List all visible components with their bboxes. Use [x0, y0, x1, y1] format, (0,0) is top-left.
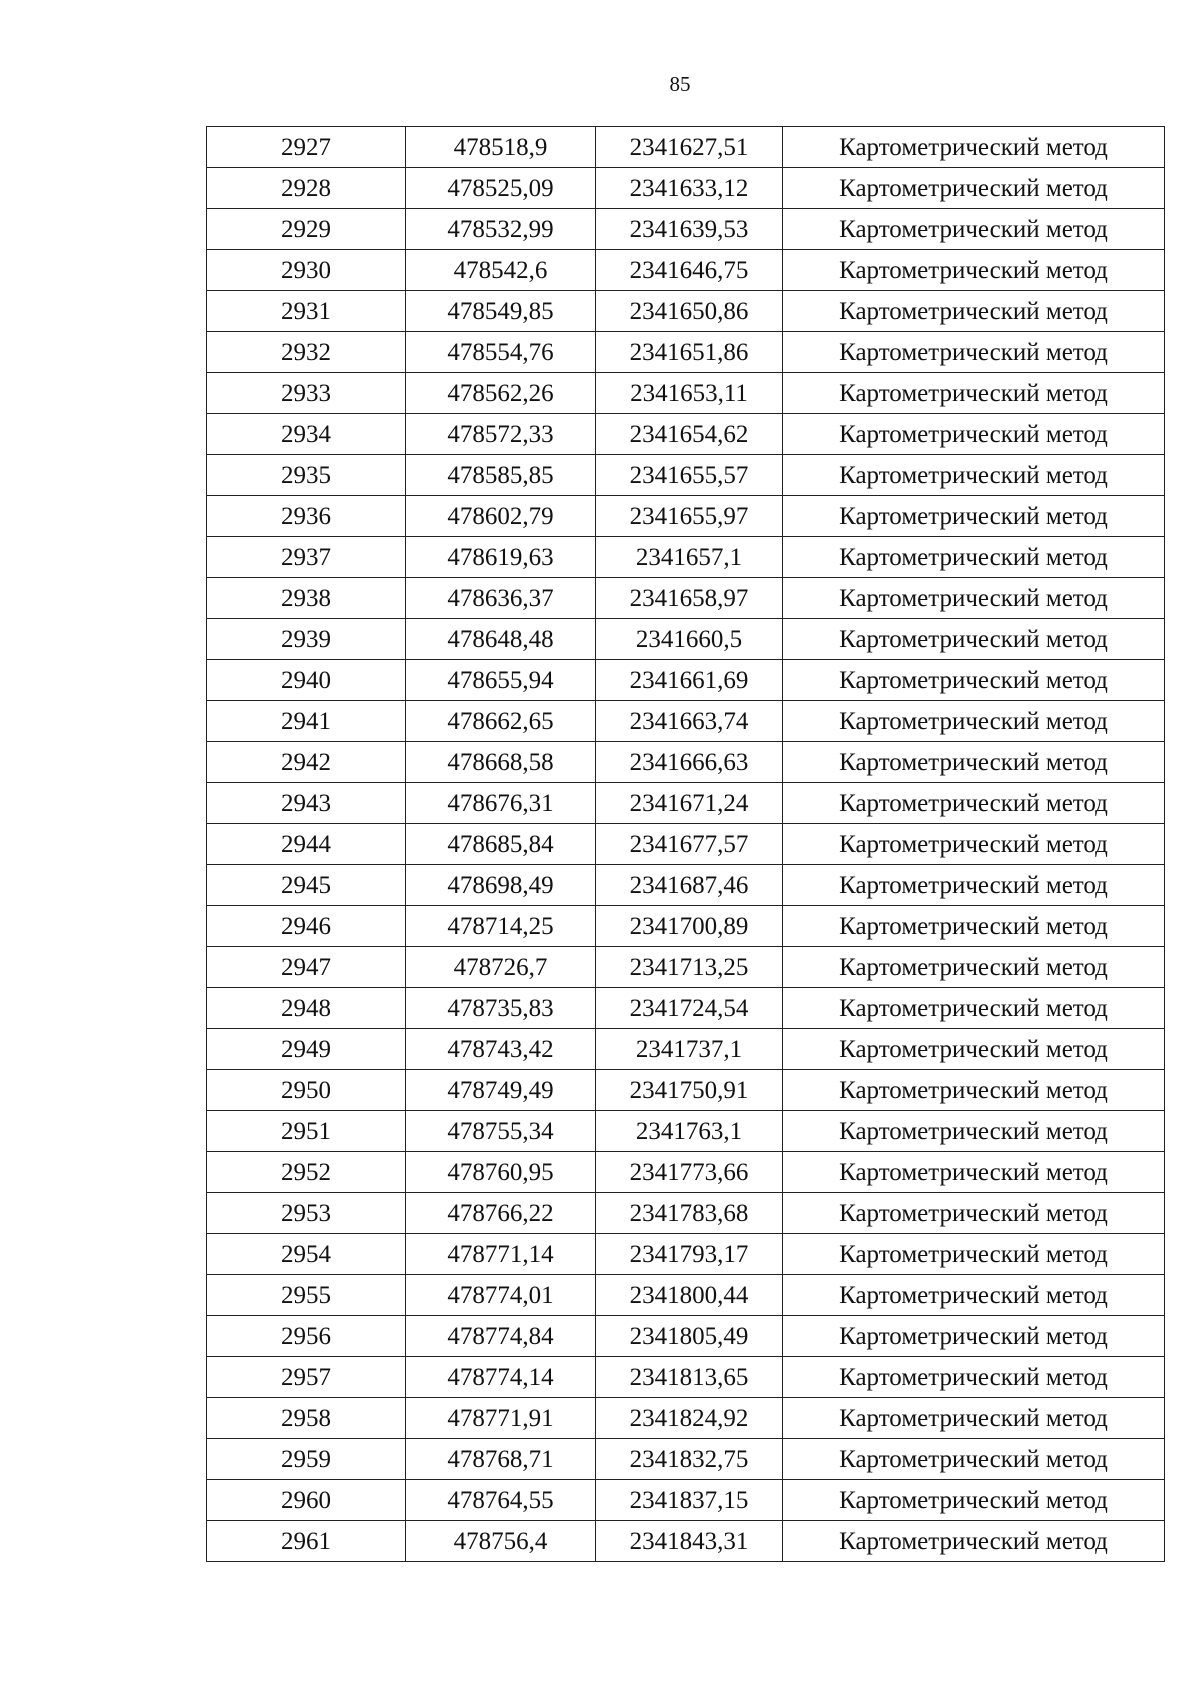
y-coordinate-cell: 2341713,25 [596, 947, 783, 988]
table-row [207, 209, 1165, 250]
y-coordinate-cell: 2341677,57 [596, 824, 783, 865]
point-number-cell: 2947 [207, 947, 406, 988]
point-number-cell: 2940 [207, 660, 406, 701]
method-cell: Картометрический метод [783, 1480, 1165, 1521]
page-number: 85 [669, 72, 691, 96]
table-row [207, 127, 1165, 168]
x-coordinate-cell: 478755,34 [406, 1111, 596, 1152]
point-number-cell: 2948 [207, 988, 406, 1029]
y-coordinate-cell: 2341800,44 [596, 1275, 783, 1316]
y-coordinate-cell: 2341633,12 [596, 168, 783, 209]
y-coordinate-cell: 2341763,1 [596, 1111, 783, 1152]
point-number-cell: 2935 [207, 455, 406, 496]
y-coordinate-cell: 2341660,5 [596, 619, 783, 660]
x-coordinate-cell: 478525,09 [406, 168, 596, 209]
table-row [207, 455, 1165, 496]
y-coordinate-cell: 2341655,57 [596, 455, 783, 496]
method-cell: Картометрический метод [783, 906, 1165, 947]
table-row [207, 578, 1165, 619]
x-coordinate-cell: 478572,33 [406, 414, 596, 455]
x-coordinate-cell: 478518,9 [406, 127, 596, 168]
x-coordinate-cell: 478636,37 [406, 578, 596, 619]
method-cell: Картометрический метод [783, 332, 1165, 373]
table-row [207, 1357, 1165, 1398]
table-row [207, 1193, 1165, 1234]
method-cell: Картометрический метод [783, 209, 1165, 250]
y-coordinate-cell: 2341793,17 [596, 1234, 783, 1275]
method-cell: Картометрический метод [783, 127, 1165, 168]
point-number-cell: 2927 [207, 127, 406, 168]
method-cell: Картометрический метод [783, 701, 1165, 742]
x-coordinate-cell: 478774,84 [406, 1316, 596, 1357]
table-row [207, 168, 1165, 209]
x-coordinate-cell: 478756,4 [406, 1521, 596, 1562]
method-cell: Картометрический метод [783, 783, 1165, 824]
y-coordinate-cell: 2341737,1 [596, 1029, 783, 1070]
x-coordinate-cell: 478726,7 [406, 947, 596, 988]
table-row [207, 373, 1165, 414]
y-coordinate-cell: 2341655,97 [596, 496, 783, 537]
point-number-cell: 2941 [207, 701, 406, 742]
x-coordinate-cell: 478735,83 [406, 988, 596, 1029]
method-cell: Картометрический метод [783, 1275, 1165, 1316]
point-number-cell: 2946 [207, 906, 406, 947]
point-number-cell: 2930 [207, 250, 406, 291]
table-row [207, 988, 1165, 1029]
method-cell: Картометрический метод [783, 619, 1165, 660]
x-coordinate-cell: 478685,84 [406, 824, 596, 865]
table-row [207, 291, 1165, 332]
point-number-cell: 2956 [207, 1316, 406, 1357]
y-coordinate-cell: 2341824,92 [596, 1398, 783, 1439]
method-cell: Картометрический метод [783, 496, 1165, 537]
method-cell: Картометрический метод [783, 1152, 1165, 1193]
method-cell: Картометрический метод [783, 742, 1165, 783]
method-cell: Картометрический метод [783, 455, 1165, 496]
point-number-cell: 2945 [207, 865, 406, 906]
method-cell: Картометрический метод [783, 988, 1165, 1029]
point-number-cell: 2958 [207, 1398, 406, 1439]
y-coordinate-cell: 2341658,97 [596, 578, 783, 619]
x-coordinate-cell: 478655,94 [406, 660, 596, 701]
method-cell: Картометрический метод [783, 373, 1165, 414]
x-coordinate-cell: 478768,71 [406, 1439, 596, 1480]
x-coordinate-cell: 478771,14 [406, 1234, 596, 1275]
table-row [207, 783, 1165, 824]
table-row [207, 660, 1165, 701]
x-coordinate-cell: 478602,79 [406, 496, 596, 537]
x-coordinate-cell: 478774,01 [406, 1275, 596, 1316]
point-number-cell: 2933 [207, 373, 406, 414]
method-cell: Картометрический метод [783, 578, 1165, 619]
y-coordinate-cell: 2341805,49 [596, 1316, 783, 1357]
point-number-cell: 2937 [207, 537, 406, 578]
method-cell: Картометрический метод [783, 1521, 1165, 1562]
y-coordinate-cell: 2341813,65 [596, 1357, 783, 1398]
method-cell: Картометрический метод [783, 1029, 1165, 1070]
x-coordinate-cell: 478743,42 [406, 1029, 596, 1070]
coordinates-table [206, 126, 1165, 1562]
table-row [207, 742, 1165, 783]
point-number-cell: 2953 [207, 1193, 406, 1234]
method-cell: Картометрический метод [783, 1070, 1165, 1111]
table-row [207, 1275, 1165, 1316]
table-row [207, 824, 1165, 865]
table-row [207, 1480, 1165, 1521]
table-row [207, 906, 1165, 947]
method-cell: Картометрический метод [783, 1234, 1165, 1275]
y-coordinate-cell: 2341666,63 [596, 742, 783, 783]
table-row [207, 1111, 1165, 1152]
table-row [207, 414, 1165, 455]
x-coordinate-cell: 478771,91 [406, 1398, 596, 1439]
x-coordinate-cell: 478766,22 [406, 1193, 596, 1234]
y-coordinate-cell: 2341651,86 [596, 332, 783, 373]
method-cell: Картометрический метод [783, 1357, 1165, 1398]
method-cell: Картометрический метод [783, 1111, 1165, 1152]
x-coordinate-cell: 478668,58 [406, 742, 596, 783]
x-coordinate-cell: 478676,31 [406, 783, 596, 824]
table-row [207, 250, 1165, 291]
y-coordinate-cell: 2341783,68 [596, 1193, 783, 1234]
point-number-cell: 2951 [207, 1111, 406, 1152]
x-coordinate-cell: 478749,49 [406, 1070, 596, 1111]
method-cell: Картометрический метод [783, 291, 1165, 332]
y-coordinate-cell: 2341773,66 [596, 1152, 783, 1193]
point-number-cell: 2954 [207, 1234, 406, 1275]
table-row [207, 1521, 1165, 1562]
y-coordinate-cell: 2341837,15 [596, 1480, 783, 1521]
table-row [207, 332, 1165, 373]
point-number-cell: 2957 [207, 1357, 406, 1398]
x-coordinate-cell: 478554,76 [406, 332, 596, 373]
x-coordinate-cell: 478585,85 [406, 455, 596, 496]
x-coordinate-cell: 478760,95 [406, 1152, 596, 1193]
point-number-cell: 2960 [207, 1480, 406, 1521]
table-row [207, 619, 1165, 660]
point-number-cell: 2959 [207, 1439, 406, 1480]
point-number-cell: 2942 [207, 742, 406, 783]
point-number-cell: 2952 [207, 1152, 406, 1193]
table-row [207, 1029, 1165, 1070]
point-number-cell: 2961 [207, 1521, 406, 1562]
table-row [207, 1152, 1165, 1193]
method-cell: Картометрический метод [783, 1398, 1165, 1439]
point-number-cell: 2929 [207, 209, 406, 250]
y-coordinate-cell: 2341653,11 [596, 373, 783, 414]
table-row [207, 865, 1165, 906]
x-coordinate-cell: 478714,25 [406, 906, 596, 947]
table-row [207, 496, 1165, 537]
table-row [207, 947, 1165, 988]
point-number-cell: 2936 [207, 496, 406, 537]
method-cell: Картометрический метод [783, 250, 1165, 291]
point-number-cell: 2939 [207, 619, 406, 660]
point-number-cell: 2938 [207, 578, 406, 619]
y-coordinate-cell: 2341832,75 [596, 1439, 783, 1480]
method-cell: Картометрический метод [783, 414, 1165, 455]
y-coordinate-cell: 2341639,53 [596, 209, 783, 250]
y-coordinate-cell: 2341650,86 [596, 291, 783, 332]
table-row [207, 1439, 1165, 1480]
x-coordinate-cell: 478764,55 [406, 1480, 596, 1521]
y-coordinate-cell: 2341750,91 [596, 1070, 783, 1111]
y-coordinate-cell: 2341646,75 [596, 250, 783, 291]
table-row [207, 1070, 1165, 1111]
y-coordinate-cell: 2341663,74 [596, 701, 783, 742]
y-coordinate-cell: 2341657,1 [596, 537, 783, 578]
coordinates-table-body [207, 127, 1165, 1562]
x-coordinate-cell: 478532,99 [406, 209, 596, 250]
table-row [207, 537, 1165, 578]
x-coordinate-cell: 478619,63 [406, 537, 596, 578]
point-number-cell: 2931 [207, 291, 406, 332]
point-number-cell: 2949 [207, 1029, 406, 1070]
method-cell: Картометрический метод [783, 1316, 1165, 1357]
y-coordinate-cell: 2341687,46 [596, 865, 783, 906]
method-cell: Картометрический метод [783, 865, 1165, 906]
method-cell: Картометрический метод [783, 947, 1165, 988]
y-coordinate-cell: 2341843,31 [596, 1521, 783, 1562]
table-row [207, 1316, 1165, 1357]
method-cell: Картометрический метод [783, 1439, 1165, 1480]
x-coordinate-cell: 478662,65 [406, 701, 596, 742]
y-coordinate-cell: 2341661,69 [596, 660, 783, 701]
y-coordinate-cell: 2341627,51 [596, 127, 783, 168]
point-number-cell: 2950 [207, 1070, 406, 1111]
y-coordinate-cell: 2341700,89 [596, 906, 783, 947]
y-coordinate-cell: 2341654,62 [596, 414, 783, 455]
x-coordinate-cell: 478774,14 [406, 1357, 596, 1398]
point-number-cell: 2944 [207, 824, 406, 865]
method-cell: Картометрический метод [783, 537, 1165, 578]
x-coordinate-cell: 478698,49 [406, 865, 596, 906]
method-cell: Картометрический метод [783, 660, 1165, 701]
y-coordinate-cell: 2341671,24 [596, 783, 783, 824]
method-cell: Картометрический метод [783, 1193, 1165, 1234]
point-number-cell: 2943 [207, 783, 406, 824]
table-row [207, 1234, 1165, 1275]
point-number-cell: 2934 [207, 414, 406, 455]
y-coordinate-cell: 2341724,54 [596, 988, 783, 1029]
table-row [207, 701, 1165, 742]
method-cell: Картометрический метод [783, 168, 1165, 209]
x-coordinate-cell: 478549,85 [406, 291, 596, 332]
point-number-cell: 2928 [207, 168, 406, 209]
table-row [207, 1398, 1165, 1439]
x-coordinate-cell: 478562,26 [406, 373, 596, 414]
point-number-cell: 2955 [207, 1275, 406, 1316]
point-number-cell: 2932 [207, 332, 406, 373]
x-coordinate-cell: 478542,6 [406, 250, 596, 291]
x-coordinate-cell: 478648,48 [406, 619, 596, 660]
method-cell: Картометрический метод [783, 824, 1165, 865]
